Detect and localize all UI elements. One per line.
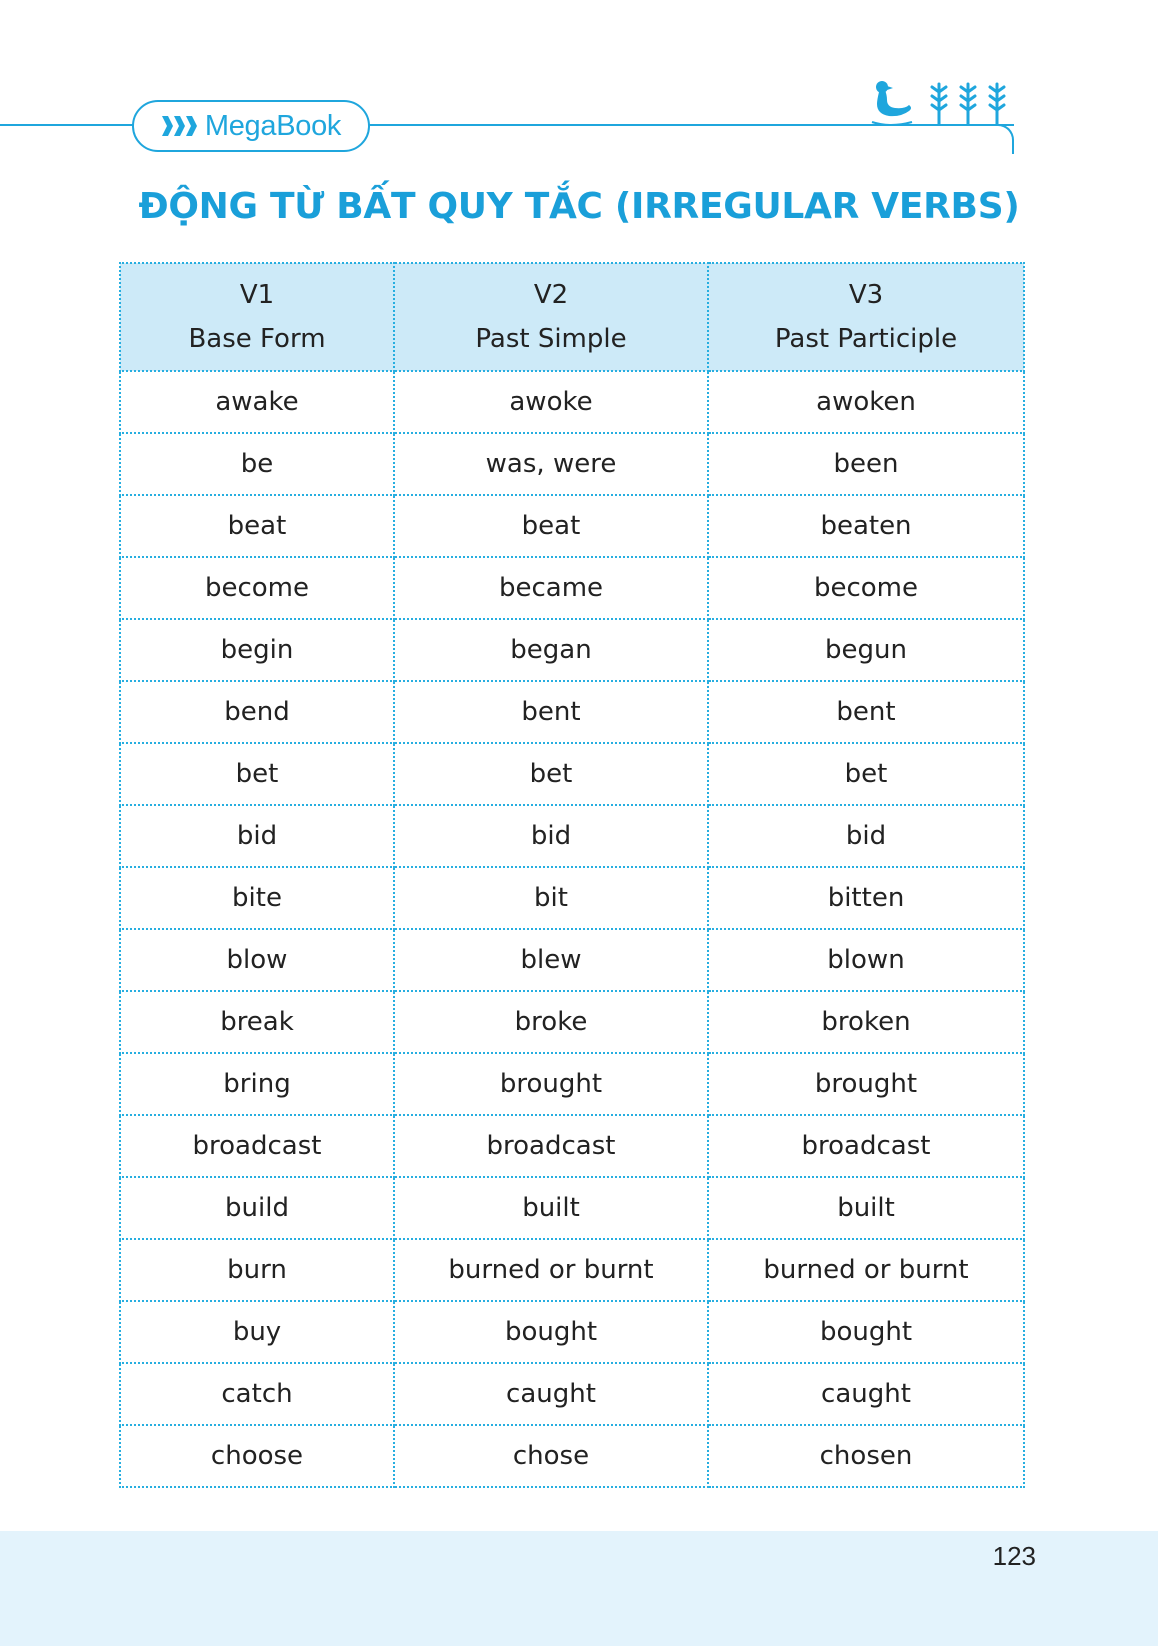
cell-v2: caught <box>394 1363 708 1425</box>
cell-v2: bet <box>394 743 708 805</box>
footer-band <box>0 1531 1158 1646</box>
duck-icon <box>872 81 912 125</box>
cell-v2: began <box>394 619 708 681</box>
cell-v2: burned or burnt <box>394 1239 708 1301</box>
cell-v2: broke <box>394 991 708 1053</box>
cell-v3: bent <box>708 681 1024 743</box>
cell-v3: built <box>708 1177 1024 1239</box>
cell-v2: was, were <box>394 433 708 495</box>
table-header-row <box>120 263 1024 371</box>
table-row <box>120 433 1024 495</box>
table-row <box>120 743 1024 805</box>
cell-v3: bitten <box>708 867 1024 929</box>
cell-v1: build <box>120 1177 394 1239</box>
cell-v3: begun <box>708 619 1024 681</box>
cell-v2: awoke <box>394 371 708 433</box>
header-v3 <box>708 263 1024 371</box>
page-number: 123 <box>992 1541 1036 1571</box>
cell-v1: bid <box>120 805 394 867</box>
cell-v1: begin <box>120 619 394 681</box>
table-row <box>120 805 1024 867</box>
cell-v1: choose <box>120 1425 394 1487</box>
megabook-logo-icon <box>161 114 199 138</box>
cell-v1: blow <box>120 929 394 991</box>
cell-v2: bought <box>394 1301 708 1363</box>
cell-v2: built <box>394 1177 708 1239</box>
cell-v2: chose <box>394 1425 708 1487</box>
cell-v3: beaten <box>708 495 1024 557</box>
cell-v1: become <box>120 557 394 619</box>
table-row <box>120 495 1024 557</box>
table-row <box>120 1115 1024 1177</box>
header-v1 <box>120 263 394 371</box>
table-row <box>120 557 1024 619</box>
plant-icon <box>961 84 975 124</box>
cell-v2: broadcast <box>394 1115 708 1177</box>
table-row <box>120 681 1024 743</box>
cell-v3: broadcast <box>708 1115 1024 1177</box>
cell-v3: burned or burnt <box>708 1239 1024 1301</box>
brand-logo-text: MegaBook <box>204 109 342 142</box>
table-row <box>120 371 1024 433</box>
cell-v1: bend <box>120 681 394 743</box>
header-v2-code: V2 <box>533 280 569 310</box>
cell-v1: buy <box>120 1301 394 1363</box>
cell-v1: broadcast <box>120 1115 394 1177</box>
table-row <box>120 991 1024 1053</box>
cell-v3: become <box>708 557 1024 619</box>
cell-v3: awoken <box>708 371 1024 433</box>
header-v1-label: Base Form <box>188 324 326 354</box>
header-v2-label: Past Simple <box>475 324 627 354</box>
table-row <box>120 1425 1024 1487</box>
cell-v2: brought <box>394 1053 708 1115</box>
cell-v3: brought <box>708 1053 1024 1115</box>
header-v2 <box>394 263 708 371</box>
cell-v2: bit <box>394 867 708 929</box>
cell-v3: broken <box>708 991 1024 1053</box>
table-row <box>120 1053 1024 1115</box>
header-v3-code: V3 <box>848 280 884 310</box>
table-row <box>120 1301 1024 1363</box>
cell-v1: bite <box>120 867 394 929</box>
page-title: ĐỘNG TỪ BẤT QUY TẮC (IRREGULAR VERBS) <box>138 186 1020 227</box>
header-decoration <box>868 78 1018 126</box>
cell-v3: bet <box>708 743 1024 805</box>
cell-v1: bet <box>120 743 394 805</box>
irregular-verbs-table <box>119 262 1025 1488</box>
cell-v3: blown <box>708 929 1024 991</box>
table-row <box>120 1177 1024 1239</box>
table-row <box>120 1239 1024 1301</box>
plant-icon <box>990 84 1004 124</box>
cell-v3: bought <box>708 1301 1024 1363</box>
header-v3-label: Past Participle <box>774 324 958 354</box>
cell-v1: awake <box>120 371 394 433</box>
cell-v1: be <box>120 433 394 495</box>
cell-v2: bent <box>394 681 708 743</box>
table-row <box>120 867 1024 929</box>
header-rule-corner <box>998 124 1014 154</box>
cell-v3: bid <box>708 805 1024 867</box>
cell-v2: bid <box>394 805 708 867</box>
cell-v2: beat <box>394 495 708 557</box>
cell-v3: chosen <box>708 1425 1024 1487</box>
cell-v2: blew <box>394 929 708 991</box>
cell-v1: burn <box>120 1239 394 1301</box>
plant-icon <box>932 84 946 124</box>
cell-v1: beat <box>120 495 394 557</box>
header-v1-code: V1 <box>239 280 275 310</box>
cell-v2: became <box>394 557 708 619</box>
table-row <box>120 929 1024 991</box>
cell-v3: caught <box>708 1363 1024 1425</box>
table-row <box>120 619 1024 681</box>
cell-v1: catch <box>120 1363 394 1425</box>
cell-v1: bring <box>120 1053 394 1115</box>
brand-logo <box>132 100 370 152</box>
table-row <box>120 1363 1024 1425</box>
cell-v3: been <box>708 433 1024 495</box>
cell-v1: break <box>120 991 394 1053</box>
